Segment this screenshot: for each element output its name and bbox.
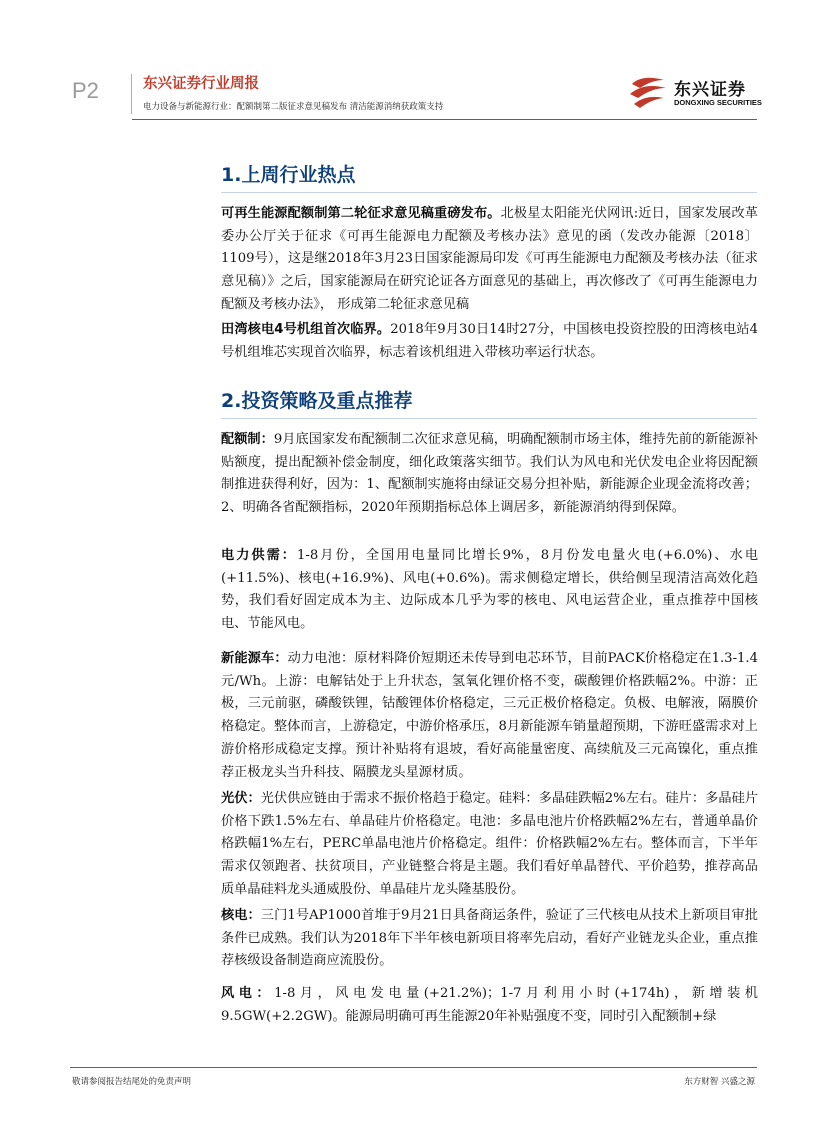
- paragraph-text: 动力电池：原材料降价短期还未传导到电芯环节，目前PACK价格稳定在1.3-1.4元/Wh。上游：电解钴处于上升状态，氢氧化锂价格不变，碳酸锂价格跌幅2%。中游：正极，三元前驱，磷酸铁锂，钴酸锂体价格稳定，三元正极价格稳定。负极、电解液，隔膜价格稳定。整体而言，上游稳定，中游价格承压，8月新能源车销量超预期，下游旺盛需求对上游价格形成稳定支撑。预计补贴将有退坡，看好高能量密度、高续航及三元高镍化，重点推荐正极龙头当升科技、隔膜龙头星源材质。: [221, 651, 759, 780]
- paragraph-text: 北极星太阳能光伏网讯:近日，国家发展改革委办公厅关于征求《可再生能源电力配额及考核办法》意见的函（发改办能源〔2018〕1109号），这是继2018年3月23日国家能源局印发《可再生能源电力配额及考核办法（征求意见稿）》之后，国家能源局在研究论证各方面意见的基础上，再次修改了《可再生能源电力配额及考核办法》， 形成第二轮征求意见稿: [221, 206, 758, 312]
- footer-rule: [70, 1067, 757, 1068]
- paragraph: [221, 648, 758, 784]
- page-number: P2: [72, 78, 99, 103]
- logo-mark-icon: [628, 72, 668, 112]
- paragraph: [221, 203, 758, 317]
- paragraph-lead: 风电：: [221, 986, 275, 1001]
- paragraph-text: 光伏供应链由于需求不振价格趋于稳定。硅料：多晶硅跌幅2%左右。硅片：多晶硅片价格下跌1.5%左右、单晶硅片价格稳定。电池：多晶电池片价格跌幅2%左右，普通单晶价格跌幅1%左右，PERC单晶电池片价格稳定。组件：价格跌幅2%左右。整体而言，下半年需求仅领跑者、扶贫项目，产业链整合将是主题。我们看好单晶替代、平价趋势，推荐高品质单晶硅料龙头通威股份、单晶硅片龙头隆基股份。: [221, 791, 759, 897]
- paragraph-lead: 光伏：: [221, 791, 261, 806]
- paragraph-text: 三门1号AP1000首堆于9月21日具备商运条件，验证了三代核电从技术上新项目审批条件已成熟。我们认为2018年下半年核电新项目将率先启动，看好产业链龙头企业，重点推荐核级设备制造商应流股份。: [221, 908, 758, 969]
- paragraph-lead: 配额制：: [221, 432, 274, 447]
- paragraph: [221, 319, 758, 364]
- paragraph-text: 1-8月，风电发电量(+21.2%)；1-7月利用小时(+174h)，新增装机9.5GW(+2.2GW)。能源局明确可再生能源20年补贴强度不变，同时引入配额制+绿: [221, 986, 758, 1024]
- header-rule: [132, 119, 757, 120]
- paragraph: [221, 429, 758, 520]
- section-title-1: 1.上周行业热点: [221, 164, 356, 186]
- header-divider: [131, 74, 132, 114]
- section-rule-1: [221, 192, 757, 193]
- paragraph-text: 2018年9月30日14时27分，中国核电投资控股的田湾核电站4号机组堆芯实现首次临界，标志着该机组进入带核功率运行状态。: [221, 322, 758, 360]
- paragraph-lead: 核电：: [221, 908, 261, 923]
- paragraph: [221, 905, 758, 973]
- footer-slogan: 东方财智 兴盛之源: [684, 1077, 755, 1087]
- paragraph: [221, 788, 758, 902]
- report-subtitle: 电力设备与新能源行业：配额制第二版征求意见稿发布 清洁能源消纳获政策支持: [143, 102, 444, 112]
- footer-disclaimer: 敬请参阅报告结尾处的免责声明: [72, 1077, 192, 1087]
- logo-text-cn: 东兴证券: [674, 80, 746, 100]
- paragraph-text: 9月底国家发布配额制二次征求意见稿，明确配额制市场主体，维持先前的新能源补贴额度，提出配额补偿金制度，细化政策落实细节。我们认为风电和光伏发电企业将因配额制推进获得利好，因为：1、配额制实施将由绿证交易分担补贴，新能源企业现金流将改善；2、明确各省配额指标，2020年预期指标总体上调居多，新能源消纳得到保障。: [221, 432, 759, 516]
- paragraph-lead: 新能源车：: [221, 651, 288, 666]
- paragraph: [221, 983, 758, 1028]
- report-title: 东兴证券行业周报: [143, 76, 259, 92]
- section-title-2: 2.投资策略及重点推荐: [221, 390, 413, 412]
- paragraph-lead: 可再生能源配额制第二轮征求意见稿重磅发布。: [221, 206, 501, 221]
- paragraph: [221, 545, 758, 636]
- paragraph-lead: 电力供需：: [221, 548, 297, 563]
- paragraph-lead: 田湾核电4号机组首次临界。: [221, 322, 391, 337]
- section-rule-2: [221, 418, 757, 419]
- company-logo: [628, 72, 762, 112]
- logo-text-en: DONGXING SECURITIES: [674, 98, 762, 107]
- paragraph-text: 1-8月份，全国用电量同比增长9%，8月份发电量火电(+6.0%)、水电(+11.5%)、核电(+16.9%)、风电(+0.6%)。需求侧稳定增长，供给侧呈现清洁高效化趋势，我们看好固定成本为主、边际成本几乎为零的核电、风电运营企业，重点推荐中国核电、节能风电。: [221, 548, 759, 632]
